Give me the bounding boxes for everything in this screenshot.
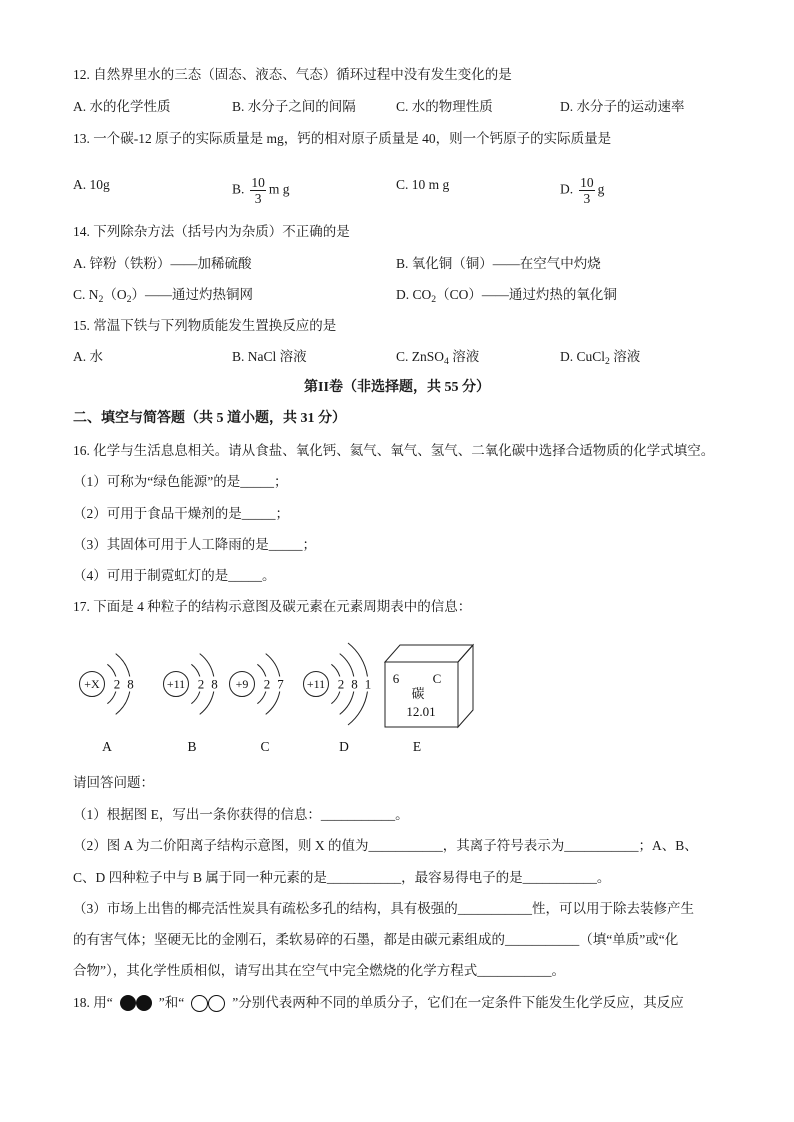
- q15-option-d: [560, 347, 640, 367]
- fraction-denominator: 3: [254, 191, 262, 206]
- shell-electron-count: 2: [197, 676, 205, 692]
- atomic-number: 6: [392, 671, 400, 686]
- option-text: 溶液: [448, 349, 480, 364]
- electron-shell-arc: [331, 692, 339, 704]
- particle-diagrams: [80, 643, 372, 754]
- electron-shell-arc: [340, 692, 354, 715]
- shell-electron-count: 8: [127, 676, 134, 692]
- subscript: 2: [605, 355, 610, 367]
- q12-option-d: D. 水分子的运动速率: [560, 99, 685, 114]
- nucleus-charge: +9: [235, 677, 249, 692]
- q13-option-b: [232, 175, 290, 206]
- figure-label-a: A: [102, 739, 112, 754]
- white-molecule-icon: [191, 995, 225, 1012]
- electron-shell-arc: [191, 692, 199, 704]
- white-atom-icon: [191, 995, 208, 1012]
- electron-shell-arc: [266, 692, 280, 715]
- q16-stem: 16. 化学与生活息息相关。请从食盐、氧化钙、氦气、氧气、氢气、二氧化碳中选择合适物质的化学式填空。: [73, 443, 715, 458]
- option-text: D. CuCl: [560, 349, 606, 364]
- electron-shell-arc: [200, 654, 214, 677]
- electron-shell-arc: [107, 664, 115, 676]
- q14-stem: 14. 下列除杂方法（括号内为杂质）不正确的是: [73, 224, 350, 239]
- q14-option-a: A. 锌粉（铁粉）——加稀硫酸: [73, 256, 252, 271]
- particle-diagram-d: [304, 643, 372, 754]
- electron-shell-arc: [331, 664, 339, 676]
- option-unit: g: [597, 181, 605, 197]
- q17-line-3: C、D 四种粒子中与 B 属于同一种元素的是___________，最容易得电子的是___________。: [73, 870, 611, 885]
- q16-item-2: （2）可用于食品干燥剂的是_____；: [73, 506, 289, 521]
- q17-line-1: （1）根据图 E，写出一条你获得的信息：___________。: [73, 807, 409, 822]
- q14-option-c: [73, 285, 253, 305]
- electron-shell-arc: [348, 643, 367, 676]
- q12-option-a: A. 水的化学性质: [73, 99, 171, 114]
- subscript: 2: [98, 293, 104, 305]
- fraction-denominator: 3: [583, 191, 591, 206]
- element-symbol: C: [432, 671, 442, 686]
- option-text: C. N: [73, 287, 99, 302]
- q15-option-c: [396, 347, 479, 367]
- nucleus-charge: +11: [166, 677, 186, 692]
- q18-text: 18. 用“: [73, 995, 113, 1010]
- electron-shell-arc: [340, 654, 354, 677]
- q13-option-d: [560, 175, 605, 206]
- shell-electron-count: 1: [364, 676, 372, 692]
- electron-shell-arc: [200, 692, 214, 715]
- electron-shell-arc: [191, 664, 199, 676]
- electron-shell-arc: [257, 692, 265, 704]
- subscript: 2: [126, 293, 132, 305]
- q17-prompt: 请回答问题：: [73, 775, 154, 790]
- shell-electron-count: 2: [337, 676, 345, 692]
- particle-diagram-b: [164, 654, 218, 754]
- nucleus-charge: +X: [84, 677, 100, 692]
- option-text: ）——通过灼热铜网: [131, 287, 253, 302]
- atomic-mass: 12.01: [406, 704, 436, 719]
- q18-stem: [73, 993, 684, 1013]
- q13-option-a: A. 10g: [73, 177, 110, 192]
- element-name: 碳: [411, 686, 425, 701]
- q12-option-b: B. 水分子之间的间隔: [232, 99, 356, 114]
- figure-label-d: D: [339, 739, 349, 754]
- q17-line-6: 合物”），其化学性质相似，请写出其在空气中完全燃烧的化学方程式___________。: [73, 963, 565, 978]
- q17-stem: 17. 下面是 4 种粒子的结构示意图及碳元素在元素周期表中的信息：: [73, 599, 472, 614]
- element-cell-carbon: [385, 645, 473, 754]
- shell-electron-count: 8: [351, 676, 358, 692]
- q17-line-4: （3）市场上出售的椰壳活性炭具有疏松多孔的结构，具有极强的___________性，可以用于除去装修产生: [73, 901, 694, 916]
- fraction-numerator: 10: [251, 175, 265, 190]
- particle-structure-figure: [60, 630, 490, 760]
- q17-line-5: 的有害气体；坚硬无比的金刚石，柔软易碎的石墨，都是由碳元素组成的___________（填“单质”或“化: [73, 932, 679, 947]
- part2-title: 第II卷（非选择题，共 55 分）: [304, 380, 490, 395]
- q15-option-b: B. NaCl 溶液: [232, 349, 307, 364]
- q12-option-c: C. 水的物理性质: [396, 99, 493, 114]
- cube-side-face: [458, 645, 473, 727]
- option-text: C. ZnSO: [396, 349, 445, 364]
- option-text: 溶液: [609, 349, 641, 364]
- electron-shell-arc: [116, 654, 130, 677]
- electron-shell-arc: [257, 664, 265, 676]
- q12-stem: 12. 自然界里水的三态（固态、液态、气态）循环过程中没有发生变化的是: [73, 67, 512, 82]
- electron-shell-arc: [348, 692, 367, 725]
- q13-option-c: C. 10 m g: [396, 177, 450, 192]
- electron-shell-arc: [116, 692, 130, 715]
- fraction-numerator: 10: [580, 175, 594, 190]
- q18-text: ”分别代表两种不同的单质分子，它们在一定条件下能发生化学反应，其反应: [232, 995, 684, 1010]
- shell-electron-count: 8: [211, 676, 218, 692]
- shell-electron-count: 7: [277, 676, 284, 692]
- figure-label-e: E: [412, 739, 422, 754]
- particle-diagram-c: [230, 654, 285, 754]
- shell-electron-count: 2: [263, 676, 271, 692]
- subscript: 4: [444, 355, 449, 367]
- option-unit: m g: [268, 181, 290, 197]
- option-text: D. CO: [396, 287, 432, 302]
- fraction: [579, 175, 595, 206]
- electron-shell-arc: [107, 692, 115, 704]
- shell-electron-count: 2: [113, 676, 121, 692]
- white-atom-icon: [208, 995, 225, 1012]
- figure-label-c: C: [260, 739, 270, 754]
- q16-item-1: （1）可称为“绿色能源”的是_____；: [73, 474, 288, 489]
- option-text: （O: [103, 287, 127, 302]
- section-heading: 二、填空与简答题（共 5 道小题，共 31 分）: [73, 411, 346, 426]
- fraction: [250, 175, 266, 206]
- q14-option-d: [396, 285, 617, 305]
- black-molecule-icon: [120, 995, 152, 1012]
- q16-item-3: （3）其固体可用于人工降雨的是_____；: [73, 537, 316, 552]
- q14-option-b: B. 氧化铜（铜）——在空气中灼烧: [396, 256, 601, 271]
- option-letter: B.: [232, 181, 245, 197]
- subscript: 2: [431, 293, 437, 305]
- option-text: （CO）——通过灼热的氧化铜: [436, 287, 617, 302]
- q18-text: ”和“: [158, 995, 185, 1010]
- particle-diagram-a: [80, 654, 134, 754]
- nucleus-charge: +11: [306, 677, 326, 692]
- black-atom-icon: [120, 995, 136, 1011]
- q15-option-a: A. 水: [73, 349, 103, 364]
- q15-stem: 15. 常温下铁与下列物质能发生置换反应的是: [73, 318, 337, 333]
- q16-item-4: （4）可用于制霓虹灯的是_____。: [73, 568, 276, 583]
- electron-shell-arc: [266, 654, 280, 677]
- black-atom-icon: [136, 995, 152, 1011]
- option-letter: D.: [560, 181, 574, 197]
- q13-stem: 13. 一个碳-12 原子的实际质量是 mg，钙的相对原子质量是 40，则一个钙原子的实际质量是: [73, 131, 612, 146]
- figure-label-b: B: [187, 739, 197, 754]
- q17-line-2: （2）图 A 为二价阳离子结构示意图，则 X 的值为___________，其离子符号表示为___________；A、B、: [73, 838, 698, 853]
